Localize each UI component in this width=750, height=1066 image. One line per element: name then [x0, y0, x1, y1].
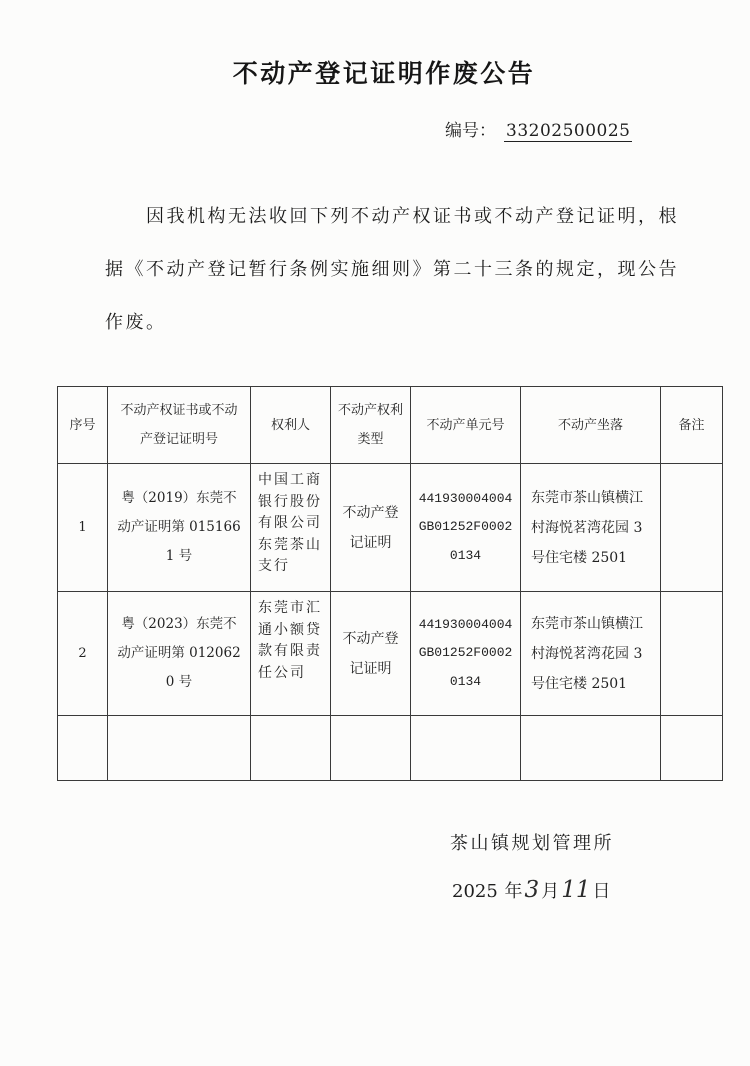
cell-location [521, 716, 661, 781]
document-number-value: 33202500025 [506, 121, 631, 141]
header-no: 序号 [58, 387, 108, 464]
cell-unit-number: 441930004004GB01252F00020134 [411, 592, 521, 716]
header-remark: 备注 [661, 387, 723, 464]
cell-remark [661, 592, 723, 716]
table-row [58, 592, 723, 716]
date-day-handwritten: 11 [561, 877, 591, 903]
date-month-handwritten: 3 [524, 877, 540, 903]
cell-no: 2 [58, 592, 108, 716]
cell-remark [661, 716, 723, 781]
cell-holder [251, 716, 331, 781]
cell-right-type: 不动产登记证明 [331, 464, 411, 592]
date-month-label: 月 [541, 881, 560, 902]
document-number-label: 编号： [445, 121, 496, 141]
header-holder: 权利人 [251, 387, 331, 464]
cell-no [58, 716, 108, 781]
cell-right-type: 不动产登记证明 [331, 592, 411, 716]
cell-certificate: 粤（2023）东莞不动产证明第 0120620 号 [108, 592, 251, 716]
issuing-authority: 茶山镇规划管理所 [450, 833, 614, 854]
cell-remark [661, 464, 723, 592]
table-row-empty [58, 716, 723, 781]
cell-certificate: 粤（2019）东莞不动产证明第 0151661 号 [108, 464, 251, 592]
issue-date [452, 877, 611, 903]
cell-location: 东莞市茶山镇横江村海悦茗湾花园 3 号住宅楼 2501 [521, 592, 661, 716]
date-day-label: 日 [592, 881, 611, 902]
header-unit-number: 不动产单元号 [411, 387, 521, 464]
void-certificate-table [57, 386, 723, 781]
table-header-row [58, 387, 723, 464]
cell-holder: 中国工商银行股份有限公司东莞茶山支行 [251, 464, 331, 592]
header-location: 不动产坐落 [521, 387, 661, 464]
header-right-type: 不动产权利类型 [331, 387, 411, 464]
cell-unit-number [411, 716, 521, 781]
notice-body: 因我机构无法收回下列不动产权证书或不动产登记证明，根据《不动产登记暂行条例实施细则》第二十三条的规定，现公告作废。 [105, 206, 679, 333]
cell-no: 1 [58, 464, 108, 592]
date-year-label: 年 [504, 881, 523, 902]
cell-location: 东莞市茶山镇横江村海悦茗湾花园 3 号住宅楼 2501 [521, 464, 661, 592]
cell-holder: 东莞市汇通小额贷款有限责任公司 [251, 592, 331, 716]
cell-certificate [108, 716, 251, 781]
table-row [58, 464, 723, 592]
document-title: 不动产登记证明作废公告 [232, 59, 536, 88]
date-year: 2025 [452, 881, 498, 902]
header-certificate: 不动产权证书或不动产登记证明号 [108, 387, 251, 464]
cell-right-type [331, 716, 411, 781]
document-number [445, 116, 632, 142]
cell-unit-number: 441930004004GB01252F00020134 [411, 464, 521, 592]
